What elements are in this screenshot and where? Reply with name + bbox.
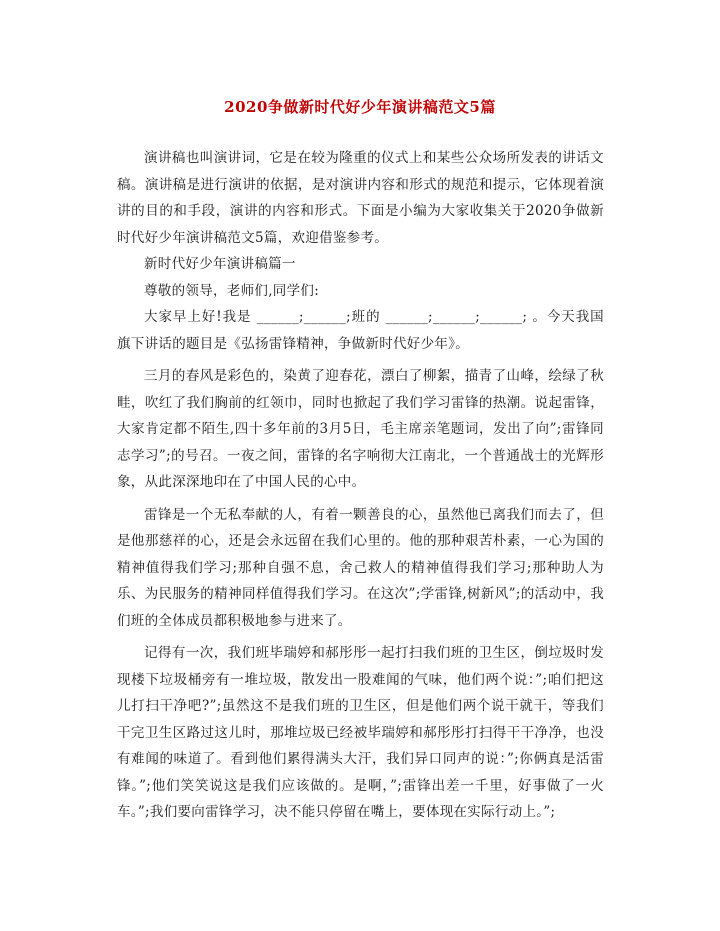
section-heading: 新时代好少年演讲稿篇一 — [144, 256, 296, 272]
document-title: 2020争做新时代好少年演讲稿范文5篇 — [224, 98, 496, 116]
greeting-paragraph: 大家早上好!我是 ______;______;班的 ______;______;______; 。今天我国旗下讲话的题目是《弘扬雷锋精神，争做新时代好少年》。 — [117, 309, 604, 352]
intro-paragraph: 演讲稿也叫演讲词，它是在较为隆重的仪式上和某些公众场所发表的讲话文稿。演讲稿是进行演讲的依据，是对演讲内容和形式的规范和提示，它体现着演讲的目的和手段，演讲的内容和形式。下面是小编为大家收集关于2020争做新时代好少年演讲稿范文5篇，欢迎借鉴参考。 — [117, 150, 604, 246]
body-paragraph: 雷锋是一个无私奉献的人，有着一颗善良的心，虽然他已离我们而去了，但是他那慈祥的心，还是会永远留在我们心里的。他的那种艰苦朴素，一心为国的精神值得我们学习;那种自强不息，舍己救人的精神值得我们学习;那种助人为乐、为民服务的精神同样值得我们学习。在这次”;学雷锋,树新风”;的活动中，我们班的全体成员都积极地参与进来了。 — [117, 506, 604, 629]
document-body — [117, 145, 604, 826]
body-paragraph: 三月的春风是彩色的，染黄了迎春花，漂白了柳絮，描青了山峰，绘绿了秋畦，吹红了我们胸前的红领巾，同时也掀起了我们学习雷锋的热潮。说起雷锋，大家肯定都不陌生,四十多年前的3月5日，毛主席亲笔题词，发出了向”;雷锋同志学习”;的号召。一夜之间，雷锋的名字响彻大江南北，一个普通战士的光辉形象，从此深深地印在了中国人民的心中。 — [117, 368, 604, 490]
body-paragraph: 记得有一次，我们班毕瑞婷和郝彤彤一起打扫我们班的卫生区，倒垃圾时发现楼下垃圾桶旁有一堆垃圾，散发出一股难闻的气味，他们两个说：”;咱们把这儿打扫干净吧?”;虽然这不是我们班的卫生区，但是他们两个说干就干，等我们干完卫生区路过这儿时，那堆垃圾已经被毕瑞婷和郝彤彤打扫得干干净净，也没有难闻的味道了。看到他们累得满头大汗，我们异口同声的说：”;你俩真是活雷锋。”;他们笑笑说这是我们应该做的。是啊，”;雷锋出差一千里，好事做了一火车。”;我们要向雷锋学习，决不能只停留在嘴上，要体现在实际行动上。”; — [117, 645, 604, 820]
salutation: 尊敬的领导，老师们,同学们: — [144, 282, 320, 299]
